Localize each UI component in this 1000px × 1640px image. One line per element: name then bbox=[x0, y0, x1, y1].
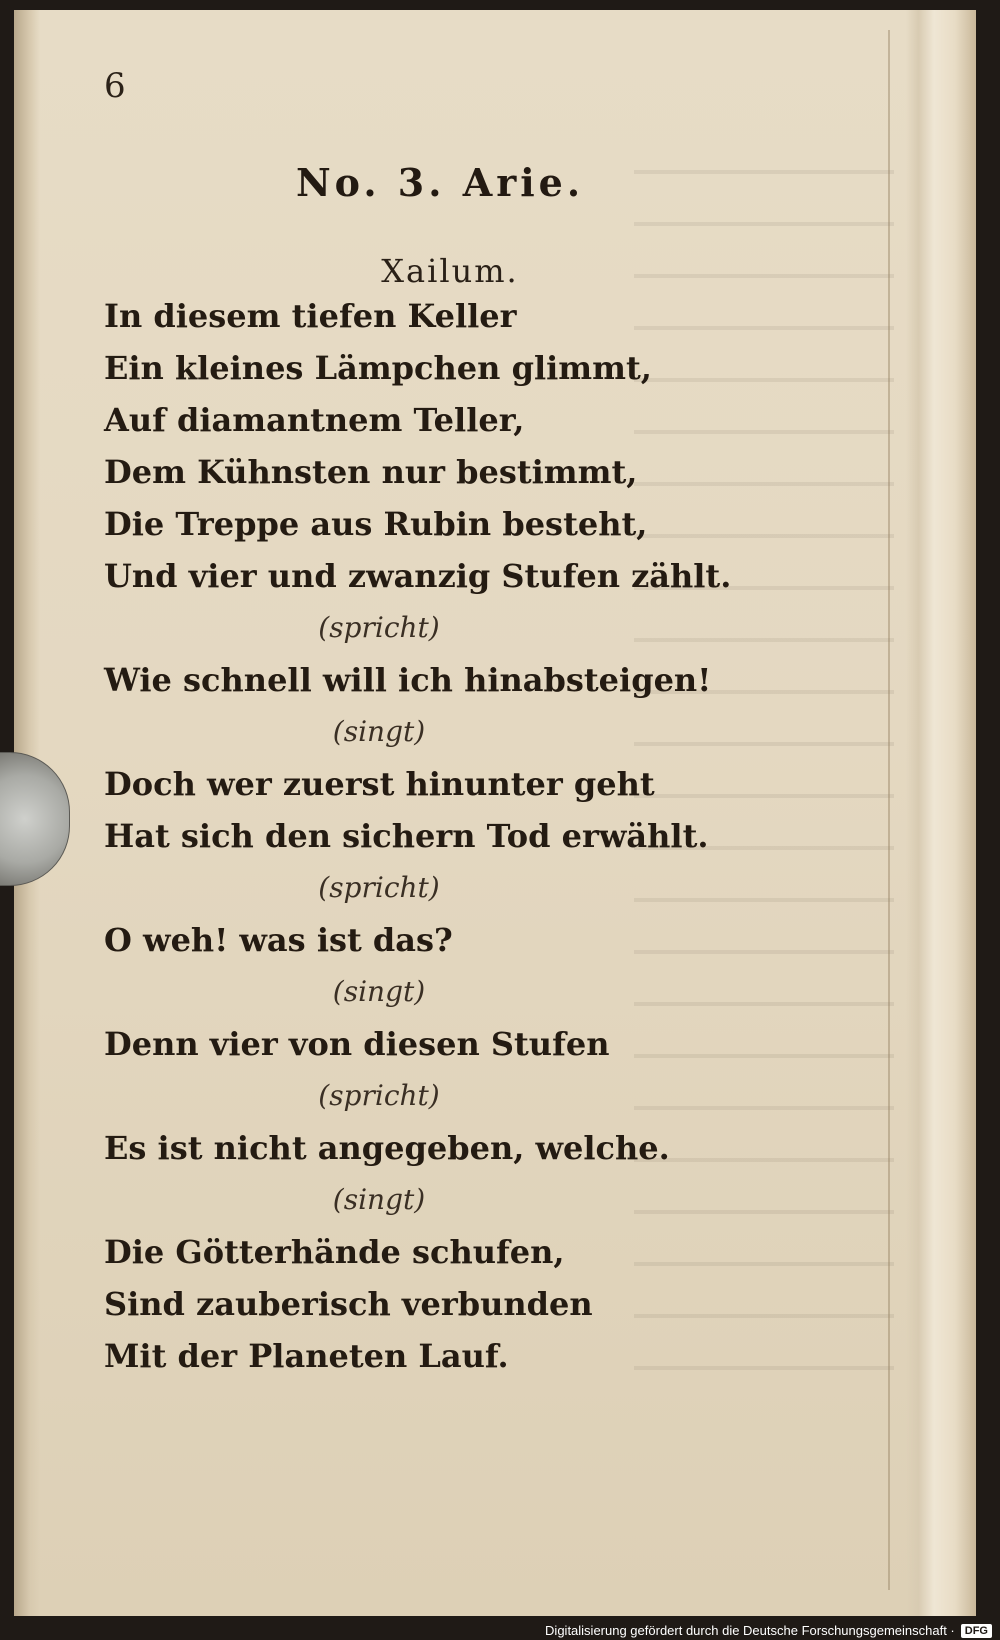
verse-line: Die Treppe aus Rubin besteht, bbox=[104, 505, 648, 543]
verse-line: Mit der Planeten Lauf. bbox=[104, 1337, 509, 1375]
speaker-name: Xailum. bbox=[381, 252, 519, 290]
stage-direction: (spricht) bbox=[318, 611, 440, 644]
stage-direction: (singt) bbox=[332, 975, 426, 1008]
stage-direction: (spricht) bbox=[318, 871, 440, 904]
stage-direction: (singt) bbox=[332, 715, 426, 748]
page-number: 6 bbox=[104, 66, 126, 106]
verse-line: Denn vier von diesen Stufen bbox=[104, 1025, 610, 1063]
section-heading: No. 3. Arie. bbox=[295, 160, 585, 205]
page-edge-right bbox=[906, 10, 976, 1616]
verse-line: Und vier und zwanzig Stufen zählt. bbox=[104, 557, 732, 595]
verse-line: Auf diamantnem Teller, bbox=[104, 401, 525, 439]
verse-line: O weh! was ist das? bbox=[104, 921, 453, 959]
verse-line: Die Götterhände schufen, bbox=[104, 1233, 565, 1271]
digitization-footer bbox=[545, 1623, 992, 1638]
verse-line: Es ist nicht angegeben, welche. bbox=[104, 1129, 670, 1167]
dfg-logo: DFG bbox=[961, 1624, 992, 1638]
verse-block bbox=[104, 290, 864, 1382]
stage-direction: (spricht) bbox=[318, 1079, 440, 1112]
verse-line: Ein kleines Lämpchen glimmt, bbox=[104, 349, 652, 387]
verse-line: Wie schnell will ich hinabsteigen! bbox=[104, 661, 712, 699]
verse-line: Hat sich den sichern Tod erwählt. bbox=[104, 817, 709, 855]
footer-credit: Digitalisierung gefördert durch die Deutsche Forschungsgemeinschaft · bbox=[545, 1623, 955, 1638]
verse-line: Doch wer zuerst hinunter geht bbox=[104, 765, 655, 803]
page-edge-line bbox=[888, 30, 890, 1590]
stage-direction: (singt) bbox=[332, 1183, 426, 1216]
verse-line: Dem Kühnsten nur bestimmt, bbox=[104, 453, 638, 491]
verse-line: In diesem tiefen Keller bbox=[104, 297, 517, 335]
verse-line: Sind zauberisch verbunden bbox=[104, 1285, 593, 1323]
